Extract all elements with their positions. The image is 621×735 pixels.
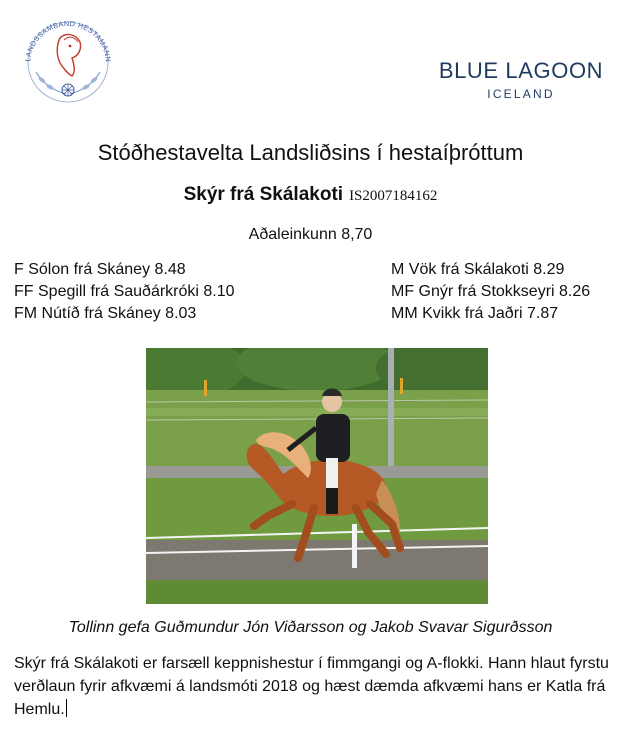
- brand-subtitle: ICELAND: [487, 87, 555, 101]
- svg-text:LANDSSAMBAND HESTAMANNAFÉLAGA: LANDSSAMBAND HESTAMANN: [23, 18, 114, 63]
- horse-name: Skýr frá Skálakoti: [183, 184, 344, 205]
- pedigree-line: F Sólon frá Skáney 8.48: [14, 261, 186, 278]
- description-paragraph[interactable]: [14, 652, 610, 721]
- text-cursor: [66, 699, 67, 717]
- horse-photo: [146, 348, 488, 604]
- pedigree-sire-side: [14, 259, 235, 325]
- description-text: Skýr frá Skálakoti er farsæll keppnishestur í fimmgangi og A-flokki. Hann hlaut fyrstu verðlaun fyrir afkvæmi á landsmóti 2018 og hæst dæmda afkvæmi hans er Katla frá Hemlu.: [14, 655, 609, 718]
- photo-caption: Tollinn gefa Guðmundur Jón Viðarsson og Jakob Svavar Sigurðsson: [68, 619, 553, 636]
- horse-heading: [0, 184, 621, 206]
- pedigree-line: MM Kvikk frá Jaðri 7.87: [391, 305, 559, 322]
- horse-id: IS2007184162: [349, 188, 438, 204]
- pedigree-line: FM Nútíð frá Skáney 8.03: [14, 305, 197, 322]
- blue-lagoon-logo: [436, 58, 606, 102]
- pedigree-dam-side: [391, 259, 590, 325]
- pedigree-line: FF Spegill frá Sauðárkróki 8.10: [14, 283, 235, 300]
- document-title: Stóðhestavelta Landsliðsins í hestaíþróttum: [97, 140, 524, 165]
- pedigree-line: MF Gnýr frá Stokkseyri 8.26: [391, 283, 591, 300]
- brand-name: BLUE LAGOON: [438, 58, 604, 83]
- pedigree-line: M Vök frá Skálakoti 8.29: [391, 261, 565, 278]
- landssamband-logo-icon: [12, 12, 124, 104]
- main-score: Aðaleinkunn 8,70: [248, 226, 373, 243]
